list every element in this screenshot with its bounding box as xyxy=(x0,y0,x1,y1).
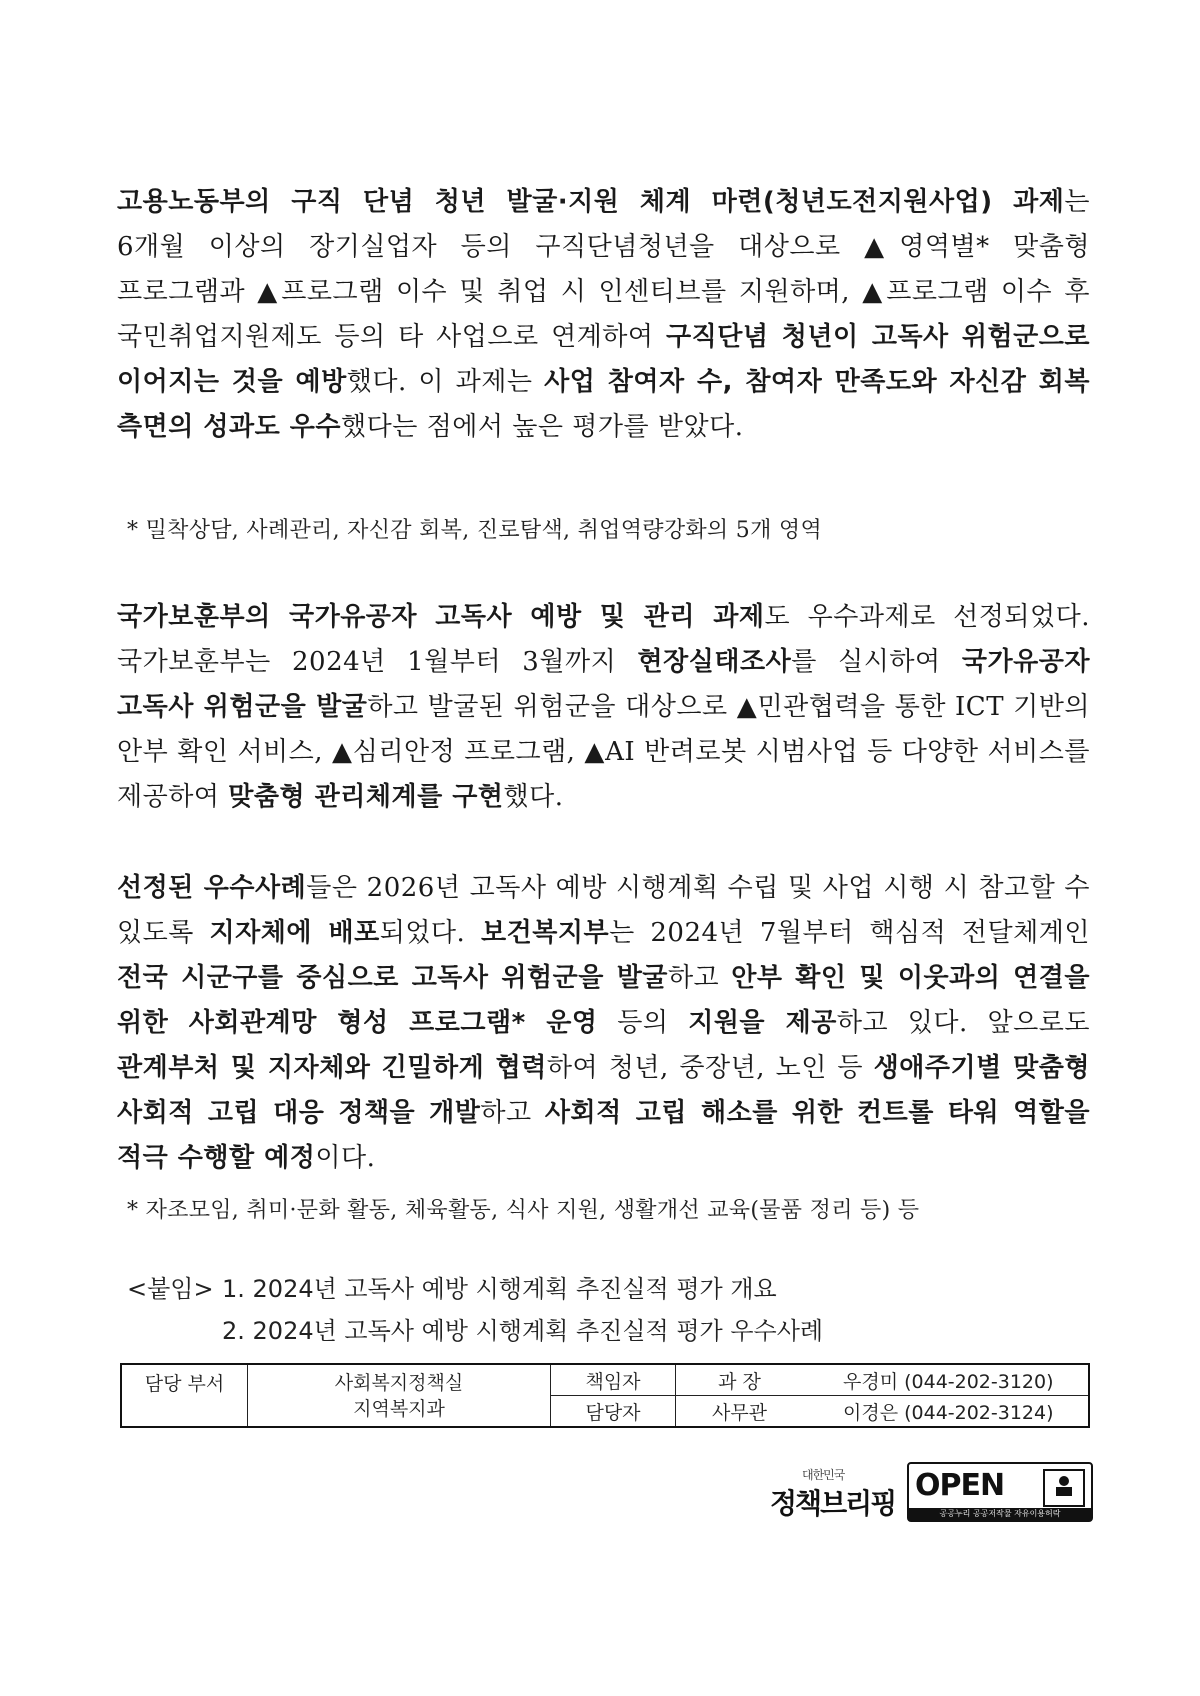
open-license-logo xyxy=(907,1462,1093,1522)
body-text: 하고 xyxy=(480,1098,545,1128)
emphasized-text: 지원을 제공 xyxy=(688,1008,837,1038)
emphasized-text: 사회적 고립 해소를 위한 컨트롤 타워 역할을 적극 수행할 예정 xyxy=(117,1098,1090,1173)
attachment-row-1 xyxy=(127,1268,823,1310)
dept-header: 담당 부서 xyxy=(121,1364,248,1427)
body-text: 했다는 점에서 높은 평가를 받았다. xyxy=(341,412,744,442)
contact-title: 사무관 xyxy=(676,1396,804,1428)
body-text: 하고 있다. 앞으로도 xyxy=(836,1008,1091,1038)
dept-line: 지역복지과 xyxy=(353,1397,445,1420)
contact-name-phone: 이경은 (044-202-3124) xyxy=(803,1396,1089,1428)
dept-name xyxy=(248,1364,551,1427)
body-text: 들은 2026년 고독사 예방 시행계획 수립 및 사업 시행 시 참고할 수 있도록 xyxy=(117,873,1090,948)
attachments-list xyxy=(127,1268,823,1352)
body-text: 등의 xyxy=(597,1008,689,1038)
open-logo-bar: 공공누리 공공저작물 자유이용허락 xyxy=(909,1508,1091,1520)
body-text: 하고 발굴된 위험군을 대상으로 ▲민관협력을 통한 ICT 기반의 안부 확인 서비스, ▲심리안정 프로그램, ▲AI 반려로봇 시범사업 등 다양한 서비스를 제공하여 xyxy=(117,692,1090,812)
attachment-item: 2. 2024년 고독사 예방 시행계획 추진실적 평가 우수사례 xyxy=(222,1317,824,1345)
footnote-programs: * 자조모임, 취미·문화 활동, 체육활동, 식사 지원, 생활개선 교육(물품 정리 등) 등 xyxy=(127,1198,920,1223)
body-text: 했다. xyxy=(503,782,564,812)
emphasized-text: 생애주기별 맞춤형 사회적 고립 대응 정책을 개발 xyxy=(117,1053,1091,1128)
attribution-icon xyxy=(1043,1469,1085,1507)
contact-role: 담당자 xyxy=(551,1396,676,1428)
dept-line: 사회복지정책실 xyxy=(334,1371,464,1394)
briefing-logo-text: 정책브리핑 xyxy=(770,1487,896,1520)
briefing-logo-small: 대한민국 xyxy=(802,1468,845,1482)
body-text: 했다. 이 과제는 xyxy=(346,367,545,397)
paragraph-veterans xyxy=(117,595,1090,820)
contact-row xyxy=(121,1364,1089,1396)
emphasized-text: 구직단념 청년이 고독사 위험군으로 이어지는 것을 예방 xyxy=(117,322,1090,397)
paragraph-best-practices xyxy=(117,866,1090,1181)
contact-name-phone: 우경미 (044-202-3120) xyxy=(803,1364,1089,1396)
emphasized-text: 국가보훈부의 국가유공자 고독사 예방 및 관리 과제 xyxy=(117,602,765,632)
footer-logos xyxy=(770,1460,1090,1524)
body-text: 를 실시하여 xyxy=(791,647,962,677)
emphasized-text: 맞춤형 관리체계를 구현 xyxy=(228,782,504,812)
emphasized-text: 보건복지부 xyxy=(481,918,610,948)
body-text: 되었다. xyxy=(379,918,481,948)
contact-role: 책임자 xyxy=(551,1364,676,1396)
body-text: 하여 청년, 중장년, 노인 등 xyxy=(546,1053,874,1083)
contact-title: 과 장 xyxy=(676,1364,804,1396)
body-text: 이다. xyxy=(315,1143,376,1173)
emphasized-text: 국가유공자 고독사 위험군을 발굴 xyxy=(117,647,1090,722)
body-text: 는 2024년 7월부터 핵심적 전달체계인 xyxy=(609,918,1091,948)
emphasized-text: 전국 시군구를 중심으로 고독사 위험군을 발굴 xyxy=(117,963,668,993)
emphasized-text: 안부 확인 및 이웃과의 연결을 위한 사회관계망 형성 프로그램* 운영 xyxy=(117,963,1091,1038)
attachment-label: <붙임> xyxy=(127,1275,214,1303)
body-text: 는 6개월 이상의 장기실업자 등의 구직단념청년을 대상으로 ▲영역별* 맞춤형 프로그램과 ▲프로그램 이수 및 취업 시 인센티브를 지원하며, ▲프로그램 이수 후 국민취업지원제도 등의 타 사업으로 연계하여 xyxy=(117,187,1090,352)
paragraph-youth-support xyxy=(117,180,1090,450)
policy-briefing-logo xyxy=(770,1460,900,1524)
contact-table xyxy=(120,1363,1090,1428)
emphasized-text: 사업 참여자 수, 참여자 만족도와 자신감 회복 측면의 성과도 우수 xyxy=(117,367,1090,442)
emphasized-text: 고용노동부의 구직 단념 청년 발굴·지원 체계 마련(청년도전지원사업) 과제 xyxy=(117,187,1065,217)
attachment-row-2 xyxy=(127,1310,823,1352)
body-text: 도 우수과제로 선정되었다. 국가보훈부는 2024년 1월부터 3월까지 xyxy=(117,602,1091,677)
body-text: 하고 xyxy=(667,963,732,993)
emphasized-text: 선정된 우수사례 xyxy=(117,873,307,903)
attachment-item: 1. 2024년 고독사 예방 시행계획 추진실적 평가 개요 xyxy=(222,1275,777,1303)
footnote-areas: * 밀착상담, 사례관리, 자신감 회복, 진로탐색, 취업역량강화의 5개 영역 xyxy=(127,518,823,543)
emphasized-text: 관계부처 및 지자체와 긴밀하게 협력 xyxy=(117,1053,547,1083)
emphasized-text: 현장실태조사 xyxy=(637,647,792,677)
open-logo-word: OPEN xyxy=(915,1468,1005,1503)
emphasized-text: 지자체에 배포 xyxy=(209,918,380,948)
